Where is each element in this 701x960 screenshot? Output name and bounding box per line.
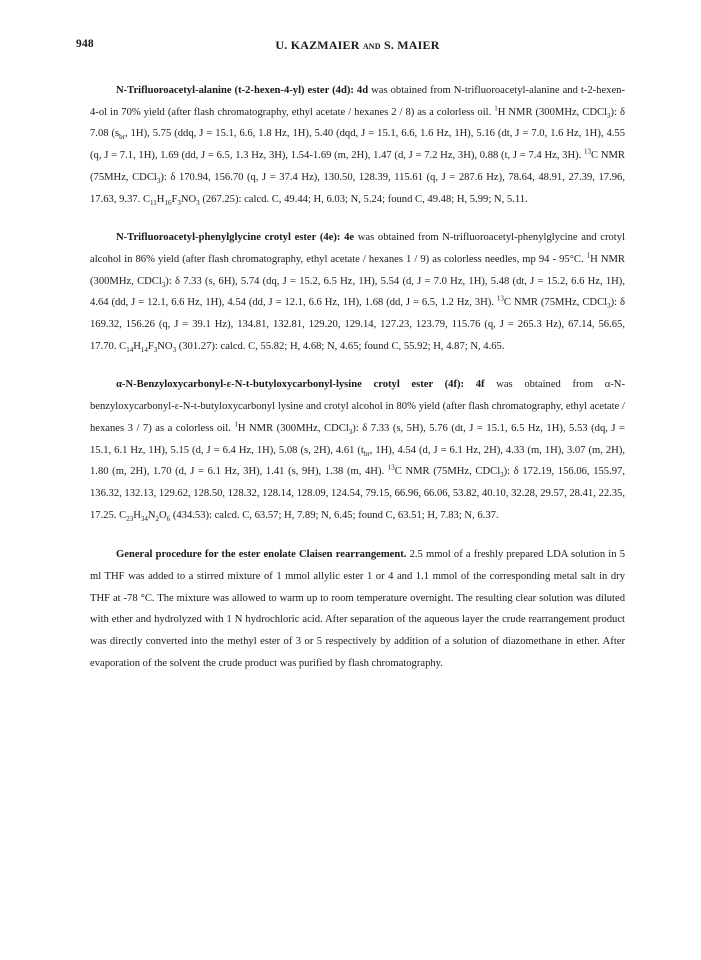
compound-4f-text: was obtained from α-N-benzyloxycarbonyl-ε-N-t-butyloxycarbonyl lysine and crotyl alcohol in 80% yield (after flash chromatography, ethyl acetate / hexanes 3 / 7) as a colorless oil. bbox=[90, 379, 625, 434]
general-procedure-text: 2.5 mmol of a freshly prepared LDA solution in 5 ml THF was added to a stirred mixture of 1 mmol allylic ester 1 or 4 and 1.1 mmol of the corresponding metal salt in dry THF at -78 °C. The mixture was allowed to warm up to room temperature overnight. The resulting clear solution was diluted with ether and hydrolyzed with 1 N hydrochloric acid. After separation of the aqueous layer the crude rearrangement product was directly converted into the methyl ester of 3 or 5 respectively by addition of a solution of diazomethane in ether. After evaporation of the solvent the crude product was purified by flash chromatography. bbox=[90, 549, 626, 669]
compound-4d-h-nmr-data-cont: , 1H), 5.75 (ddq, J = 15.1, 6.6, 1.8 Hz, 1H), 5.40 (dqd, J = 15.1, 6.6, 1.6 Hz, 1H), 5.16 (dt, J = 7.0, 1.6 Hz, 1H), 4.55 (q, J = 7.1, 1H), 1.69 (dd, J = 6.5, 1.3 Hz, 3H), 1.54-1.69 (m, 2H), 1.47 (d, J = 7.2 Hz, 3H), 0.88 (t, J = 7.4 Hz, 3H). bbox=[90, 128, 626, 162]
running-head-authors: U. KAZMAIER and S. MAIER bbox=[275, 38, 440, 52]
compound-4f-formula-h: 34 bbox=[140, 514, 148, 523]
compound-4d-formula-f: 3 bbox=[177, 198, 181, 207]
compound-4e-h-nmr-data: ): δ 7.33 (s, 6H), 5.74 (dq, J = 15.2, 6.5 Hz, 1H), 5.54 (d, J = 7.0 Hz, 1H), 5.48 (dt, J = 15.2, 6.6 Hz, 1H), 4.64 (dd, J = 12.1, 6.6 Hz, 1H), 4.54 (dd, J = 12.1, 6.6 Hz, 1H), 1.68 (dd, J = 6.5, 1.2 Hz, 3H). bbox=[90, 275, 625, 309]
compound-4d-formula-h: 16 bbox=[164, 198, 172, 207]
compound-4d-formula-c: 11 bbox=[150, 198, 157, 207]
paragraph-compound-4d: N-Trifluoroacetyl-alanine (t-2-hexen-4-yl) ester (4d): 4d was obtained from N-trifluoroacetyl-alanine and t-2-hexen-4-ol in 70% yield (after flash chromatography, ethyl acetate / hexanes 2 / 8) as a colorless oil. $^1$H NMR (300MHz, CDCl$_3$): δ 7.08 ($s_{br}$, 1H), 5.75 (ddq, J = 15.1, 6.6, 1.8 Hz, 1H), 5.40 (dqd, J = 15.1, 6.6, 1.6 Hz, 1H), 5.16 (dt, J = 7.0, 1.6 Hz, 1H), 4.55 (q, J = 7.1, 1H), 1.69 (dd, J = 6.5, 1.3 Hz, 3H), 1.54-1.69 (m, 2H), 1.47 (d, J = 7.2 Hz, 3H), 0.88 (t, J = 7.4 Hz, 3H). $^{13}$C NMR (75MHz, CDCl$_3$): δ 170.94, 156.70 (q, J = 37.4 Hz), 130.50, 128.39, 115.61 (q, J = 287.6 Hz), 78.64, 48.91, 27.39, 17.96, 17.63, 9.37. $C_{11}H_{16}F_3NO_3$ (267.25): calcd. C, 49.44; H, 6.03; N, 5.24; found C, 49.48; H, 5.99; N, 5.11. bbox=[90, 85, 626, 207]
compound-4d-analysis: (267.25): calcd. C, 49.44; H, 6.03; N, 5.24; found C, 49.48; H, 5.99; N, 5.11. bbox=[199, 193, 528, 205]
general-procedure-title: General procedure for the ester enolate Claisen rearrangement. bbox=[116, 549, 407, 561]
compound-4f-label: 4f bbox=[475, 379, 485, 391]
compound-4e-analysis: (301.27): calcd. C, 55.82; H, 4.68; N, 4.65; found C, 55.92; H, 4.87; N, 4.65. bbox=[176, 340, 505, 352]
compound-4f-c-nmr-label: C NMR (75MHz, CDCl bbox=[394, 466, 501, 478]
compound-4f-formula-n: 2 bbox=[155, 514, 160, 523]
compound-4f-h-nmr-data: ): δ 7.33 (s, 5H), 5.76 (dt, J = 15.1, 6.5 Hz, 1H), 5.53 (dq, J = 15.1, 6.1 Hz, 1H), 5.15 (d, J = 6.4 Hz, 1H), 5.08 (s, 2H), 4.61 (t bbox=[90, 422, 626, 456]
compound-4f-br-subscript: br bbox=[363, 449, 370, 458]
compound-4e-label: 4e bbox=[344, 232, 355, 244]
paragraph-general-procedure bbox=[90, 544, 625, 674]
compound-4d-text: was obtained from N-trifluoroacetyl-alanine and t-2-hexen-4-ol in 70% yield (after flash chromatography, ethyl acetate / hexanes 2 / 8) as a colorless oil. bbox=[90, 85, 625, 118]
compound-4e-c-nmr-label: C NMR (75MHz, CDCl bbox=[503, 297, 608, 309]
compound-4e-h-nmr-label: H NMR (300MHz, CDCl bbox=[90, 253, 626, 287]
compound-4f-formula-o: 6 bbox=[166, 514, 171, 523]
compound-4d-c-nmr-data: ): δ 170.94, 156.70 (q, J = 37.4 Hz), 130.50, 128.39, 115.61 (q, J = 287.6 Hz), 78.64, 48.91, 27.39, 17.96, 17.63, 9.37. C bbox=[90, 171, 625, 205]
compound-4e-formula-h: 14 bbox=[140, 345, 148, 354]
compound-4d-label: 4d bbox=[356, 85, 369, 96]
compound-4d-br-subscript: br bbox=[119, 133, 126, 142]
compound-4e-c-nmr-data: ): δ 169.32, 156.26 (q, J = 39.1 Hz), 134.81, 132.81, 129.20, 129.14, 127.23, 123.79, 115.76 (q, J = 265.3 Hz), 67.14, 56.65, 17.70. C bbox=[90, 297, 625, 352]
compound-4f-h-nmr-label: H NMR (300MHz, CDCl bbox=[237, 422, 349, 434]
compound-4d-h-nmr-label: H NMR (300MHz, CDCl bbox=[497, 106, 608, 118]
compound-4d-c-nmr-label: C NMR (75MHz, CDCl bbox=[90, 150, 625, 183]
compound-4f-formula-c: 23 bbox=[126, 514, 134, 523]
compound-4f-title: α-N-Benzyloxycarbonyl-ε-N-t-butyloxycarbonyl-lysine crotyl ester (4f): bbox=[116, 379, 465, 391]
compound-4f-analysis: (434.53): calcd. C, 63.57; H, 7.89; N, 6.45; found C, 63.51; H, 7.83; N, 6.37. bbox=[170, 509, 499, 521]
paragraph-compound-4f: α-N-Benzyloxycarbonyl-ε-N-t-butyloxycarbonyl-lysine crotyl ester (4f): 4f was obtained from α-N-benzyloxycarbonyl-ε-N-t-butyloxycarbonyl lysine and crotyl alcohol in 80% yield (after flash chromatography, ethyl acetate / hexanes 3 / 7) as a colorless oil. $^1$H NMR (300MHz, CDCl$_3$): δ 7.33 (s, 5H), 5.76 (dt, J = 15.1, 6.5 Hz, 1H), 5.53 (dq, J = 15.1, 6.1 Hz, 1H), 5.15 (d, J = 6.4 Hz, 1H), 5.08 (s, 2H), 4.61 ($t_{br}$, 1H), 4.54 (d, J = 6.1 Hz, 2H), 4.33 (m, 1H), 3.07 (m, 2H), 1.80 (m, 2H), 1.70 (d, J = 6.1 Hz, 3H), 1.41 (s, 9H), 1.38 (m, 4H). $^{13}$C NMR (75MHz, CDCl$_3$): δ 172.19, 156.06, 155.97, 136.32, 132.13, 129.62, 128.50, 128.32, 128.14, 128.09, 124.54, 79.15, 66.96, 66.06, 53.82, 40.10, 32.28, 29.57, 28.41, 22.35, 17.25. $C_{23}H_{34}N_2O_6$ (434.53): calcd. C, 63.57; H, 7.89; N, 6.45; found C, 63.51; H, 7.83; N, 6.37. bbox=[90, 379, 626, 523]
compound-4e-title: N-Trifluoroacetyl-phenylglycine crotyl ester (4e): bbox=[116, 232, 341, 244]
paragraph-compound-4e: N-Trifluoroacetyl-phenylglycine crotyl ester (4e): 4e was obtained from N-trifluoroacetyl-phenylglycine and crotyl alcohol in 86% yield (after flash chromatography, ethyl acetate / hexanes 1 / 9) as colorless needles, mp 94 - 95°C. $^1$H NMR (300MHz, CDCl$_3$): δ 7.33 (s, 6H), 5.74 (dq, J = 15.2, 6.5 Hz, 1H), 5.54 (d, J = 7.0 Hz, 1H), 5.48 (dt, J = 15.2, 6.6 Hz, 1H), 4.64 (dd, J = 12.1, 6.6 Hz, 1H), 4.54 (dd, J = 12.1, 6.6 Hz, 1H), 1.68 (dd, J = 6.5, 1.2 Hz, 3H). $^{13}$C NMR (75MHz, CDCl$_3$): δ 169.32, 156.26 (q, J = 39.1 Hz), 134.81, 132.81, 129.20, 129.14, 127.23, 123.79, 115.76 (q, J = 265.3 Hz), 67.14, 56.65, 17.70. $C_{14}H_{14}F_3NO_3$ (301.27): calcd. C, 55.82; H, 4.68; N, 4.65; found C, 55.92; H, 4.87; N, 4.65. bbox=[90, 232, 626, 354]
compound-4d-h-nmr-data: ): δ 7.08 (s bbox=[90, 106, 625, 140]
page-number: 948 bbox=[76, 38, 94, 50]
compound-4e-formula-f: 3 bbox=[153, 345, 158, 354]
compound-4e-formula-c: 14 bbox=[126, 345, 134, 354]
compound-4f-h-nmr-data-cont: , 1H), 4.54 (d, J = 6.1 Hz, 2H), 4.33 (m, 1H), 3.07 (m, 2H), 1.80 (m, 2H), 1.70 (d, J = 6.1 Hz, 3H), 1.41 (s, 9H), 1.38 (m, 4H). bbox=[90, 444, 626, 478]
running-head bbox=[76, 38, 625, 60]
compound-4e-text: was obtained from N-trifluoroacetyl-phenylglycine and crotyl alcohol in 86% yield (after flash chromatography, ethyl acetate / hexanes 1 / 9) as colorless needles, mp 94 - 95°C. bbox=[90, 232, 625, 265]
compound-4f-c-nmr-data: ): δ 172.19, 156.06, 155.97, 136.32, 132.13, 129.62, 128.50, 128.32, 128.14, 128.09, 124.54, 79.15, 66.96, 66.06, 53.82, 40.10, 32.28, 29.57, 28.41, 22.35, 17.25. C bbox=[90, 466, 625, 521]
compound-4d-title: N-Trifluoroacetyl-alanine (t-2-hexen-4-yl) ester (4d): bbox=[116, 85, 354, 96]
